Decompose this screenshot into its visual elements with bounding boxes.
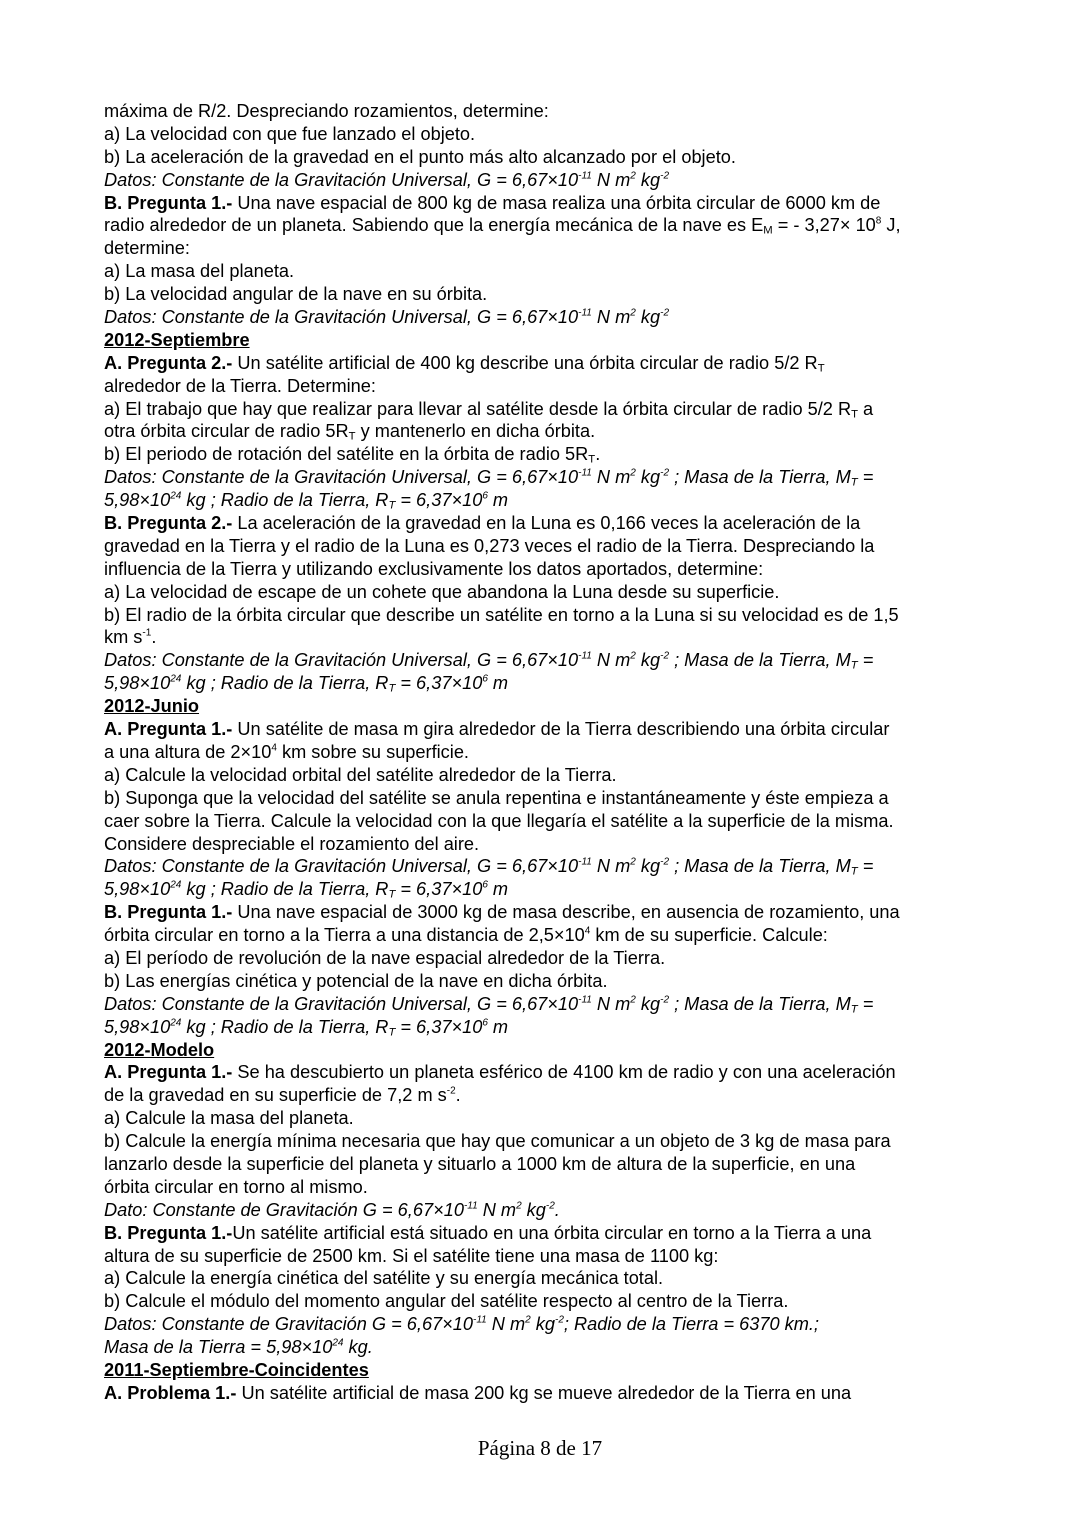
question-label: A. Pregunta 1.-: [104, 1062, 233, 1083]
subscript: T: [588, 453, 596, 466]
text-run: Se ha descubierto un planeta esférico de 4100 km de radio y con una aceleración: [232, 1062, 896, 1083]
text-line: [104, 741, 984, 764]
text-line: [104, 1153, 984, 1176]
text-run: =: [857, 856, 874, 877]
text-run: Datos: Constante de la Gravitación Universal, G = 6,67×10: [104, 307, 579, 328]
superscript: 2: [630, 650, 636, 662]
datos-line: [104, 1336, 984, 1359]
text-line: [104, 1176, 984, 1199]
text-run: Una nave espacial de 3000 kg de masa describe, en ausencia de rozamiento, una: [232, 902, 900, 923]
datos-line: [104, 672, 984, 695]
superscript: -2: [554, 1314, 564, 1326]
text-run: =: [857, 467, 874, 488]
superscript: 2: [630, 467, 636, 479]
text-run: Datos: Constante de Gravitación G = 6,67×10: [104, 1314, 474, 1335]
datos-line: [104, 1199, 984, 1222]
subscript: T: [850, 865, 858, 878]
text-line: [104, 443, 984, 466]
text-run: = 6,37×10: [395, 490, 483, 511]
text-run: kg ; Radio de la Tierra, R: [181, 879, 389, 900]
text-run: m: [487, 879, 509, 900]
text-line: [104, 764, 984, 787]
text-run: Datos: Constante de la Gravitación Universal, G = 6,67×10: [104, 650, 579, 671]
text-line: [104, 833, 984, 856]
datos-line: [104, 489, 984, 512]
text-line: [104, 420, 984, 443]
text-run: alrededor de la Tierra. Determine:: [104, 375, 376, 396]
text-run: kg ; Radio de la Tierra, R: [181, 490, 389, 511]
text-run: a) La masa del planeta.: [104, 261, 295, 282]
question-line: [104, 512, 984, 535]
text-run: kg.: [343, 1337, 373, 1358]
text-run: kg ; Radio de la Tierra, R: [181, 673, 389, 694]
text-line: [104, 214, 984, 237]
question-label: B. Pregunta 1.-: [104, 902, 233, 923]
text-line: [104, 1245, 984, 1268]
text-run: = 6,37×10: [395, 879, 483, 900]
question-label: A. Pregunta 2.-: [104, 352, 233, 373]
text-line: [104, 260, 984, 283]
superscript: 6: [482, 490, 488, 502]
text-run: J,: [881, 215, 901, 236]
text-run: =: [857, 650, 874, 671]
text-run: de la gravedad en su superficie de 7,2 m s: [104, 1085, 447, 1106]
subscript: T: [388, 1025, 396, 1038]
text-line: [104, 604, 984, 627]
superscript: 2: [630, 307, 636, 319]
text-run: a) La velocidad con que fue lanzado el objeto.: [104, 123, 476, 144]
text-run: órbita circular en torno a la Tierra a una distancia de 2,5×10: [104, 925, 585, 946]
text-run: = 6,37×10: [395, 673, 483, 694]
text-line: [104, 237, 984, 260]
section-heading: [104, 1359, 984, 1382]
text-line: [104, 1267, 984, 1290]
question-label: A. Problema 1.-: [104, 1382, 237, 1403]
subscript: T: [817, 362, 825, 375]
text-run: La aceleración de la gravedad en la Luna es 0,166 veces la aceleración de la: [232, 513, 861, 534]
text-run: kg: [635, 993, 661, 1014]
text-line: [104, 626, 984, 649]
text-line: [104, 535, 984, 558]
text-line: [104, 558, 984, 581]
superscript: -11: [578, 856, 592, 868]
text-run: .: [455, 1085, 461, 1106]
text-run: determine:: [104, 238, 190, 259]
text-run: N m: [591, 307, 631, 328]
superscript: -11: [463, 1200, 478, 1212]
text-run: .: [151, 627, 157, 648]
text-run: Un satélite artificial de 400 kg describe una órbita circular de radio 5/2 R: [232, 352, 818, 373]
text-run: Datos: Constante de la Gravitación Universal, G = 6,67×10: [104, 993, 579, 1014]
superscript: 24: [170, 879, 182, 891]
superscript: 4: [271, 742, 277, 754]
datos-line: [104, 169, 984, 192]
question-line: [104, 901, 984, 924]
subscript: T: [388, 682, 396, 695]
text-line: [104, 970, 984, 993]
superscript: -2: [446, 1085, 456, 1097]
text-run: altura de su superficie de 2500 km. Si el satélite tiene una masa de 1100 kg:: [104, 1245, 719, 1266]
question-label: B. Pregunta 1.-: [104, 192, 233, 213]
datos-line: [104, 466, 984, 489]
text-run: a) El trabajo que hay que realizar para llevar al satélite desde la órbita circular de radio 5/2 R: [104, 398, 852, 419]
datos-line: [104, 1016, 984, 1039]
subscript: T: [850, 659, 858, 672]
text-run: a) Calcule la masa del planeta.: [104, 1108, 354, 1129]
subscript: T: [388, 499, 396, 512]
text-run: otra órbita circular de radio 5R: [104, 421, 349, 442]
text-line: [104, 100, 984, 123]
text-run: b) Las energías cinética y potencial de la nave en dicha órbita.: [104, 970, 608, 991]
superscript: -2: [545, 1200, 555, 1212]
question-label: A. Pregunta 1.-: [104, 719, 233, 740]
section-heading: [104, 329, 984, 352]
question-line: [104, 1061, 984, 1084]
text-line: [104, 947, 984, 970]
superscript: -2: [660, 307, 670, 319]
text-line: [104, 810, 984, 833]
text-run: máxima de R/2. Despreciando rozamientos, determine:: [104, 101, 549, 121]
text-run: gravedad en la Tierra y el radio de la Luna es 0,273 veces el radio de la Tierra. Despreciando la: [104, 535, 875, 556]
text-run: kg: [521, 1199, 546, 1220]
text-line: [104, 123, 984, 146]
superscript: 2: [630, 170, 636, 182]
datos-line: [104, 855, 984, 878]
text-line: [104, 146, 984, 169]
subscript: T: [850, 476, 858, 489]
text-run: radio alrededor de un planeta. Sabiendo que la energía mecánica de la nave es E: [104, 215, 764, 236]
text-run: N m: [477, 1199, 517, 1220]
text-run: Masa de la Tierra = 5,98×10: [104, 1337, 333, 1358]
document-body: [104, 100, 984, 1405]
text-line: [104, 787, 984, 810]
text-run: 5,98×10: [104, 879, 171, 900]
superscript: 24: [170, 673, 182, 685]
datos-line: [104, 306, 984, 329]
text-run: kg: [530, 1314, 555, 1335]
page-number: Página 8 de 17: [477, 1436, 603, 1460]
text-run: a) Calcule la energía cinética del satélite y su energía mecánica total.: [104, 1268, 664, 1289]
text-run: kg: [635, 169, 661, 190]
text-run: Un satélite artificial de masa 200 kg se mueve alrededor de la Tierra en una: [236, 1382, 852, 1403]
text-run: kg: [635, 307, 661, 328]
superscript: 2: [630, 994, 636, 1006]
superscript: -2: [660, 467, 670, 479]
text-run: b) El periodo de rotación del satélite en la órbita de radio 5R: [104, 444, 589, 465]
text-run: N m: [591, 993, 631, 1014]
text-run: 5,98×10: [104, 490, 171, 511]
superscript: -2: [660, 170, 670, 182]
text-run: m: [487, 673, 509, 694]
superscript: 6: [482, 1017, 488, 1029]
text-run: .: [554, 1199, 560, 1220]
text-line: [104, 1107, 984, 1130]
text-run: a una altura de 2×10: [104, 741, 272, 762]
question-label: B. Pregunta 1.-: [104, 1222, 233, 1243]
text-run: a) El período de revolución de la nave espacial alrededor de la Tierra.: [104, 947, 666, 968]
section-heading: [104, 695, 984, 718]
subscript: M: [763, 224, 773, 237]
datos-line: [104, 1313, 984, 1336]
text-run: kg: [635, 467, 661, 488]
text-line: [104, 398, 984, 421]
superscript: 2: [630, 856, 636, 868]
superscript: -11: [578, 467, 592, 479]
question-line: [104, 192, 984, 215]
text-run: N m: [486, 1314, 526, 1335]
text-run: N m: [591, 650, 631, 671]
text-run: m: [487, 490, 509, 511]
text-run: a) La velocidad de escape de un cohete que abandona la Luna desde su superficie.: [104, 581, 780, 602]
text-run: N m: [591, 856, 631, 877]
text-run: 2012-Junio: [104, 696, 200, 717]
subscript: T: [388, 888, 396, 901]
text-run: caer sobre la Tierra. Calcule la velocidad con la que llegaría el satélite a la superficie de la misma.: [104, 810, 894, 831]
text-line: [104, 283, 984, 306]
text-run: 5,98×10: [104, 1016, 171, 1037]
subscript: T: [348, 430, 356, 443]
superscript: -2: [660, 856, 670, 868]
text-run: lanzarlo desde la superficie del planeta y situarlo a 1000 km de altura de la superficie, en una: [104, 1153, 856, 1174]
text-run: km de su superficie. Calcule:: [590, 925, 828, 946]
text-run: kg: [635, 856, 661, 877]
text-run: Considere despreciable el rozamiento del aire.: [104, 833, 480, 854]
superscript: -11: [578, 170, 592, 182]
text-run: b) Suponga que la velocidad del satélite se anula repentina e instantáneamente y éste empieza a: [104, 787, 889, 808]
text-run: ; Masa de la Tierra, M: [669, 650, 851, 671]
text-run: Datos: Constante de la Gravitación Universal, G = 6,67×10: [104, 856, 579, 877]
text-run: =: [857, 993, 874, 1014]
superscript: 2: [525, 1314, 531, 1326]
text-run: Un satélite de masa m gira alrededor de la Tierra describiendo una órbita circular: [232, 719, 890, 740]
text-run: a) Calcule la velocidad orbital del satélite alrededor de la Tierra.: [104, 764, 617, 785]
text-line: [104, 581, 984, 604]
datos-line: [104, 993, 984, 1016]
text-run: kg ; Radio de la Tierra, R: [181, 1016, 389, 1037]
question-label: B. Pregunta 2.-: [104, 513, 233, 534]
text-run: ; Masa de la Tierra, M: [669, 856, 851, 877]
text-line: [104, 1290, 984, 1313]
superscript: -11: [473, 1314, 487, 1326]
section-heading: [104, 1039, 984, 1062]
text-run: Datos: Constante de la Gravitación Universal, G = 6,67×10: [104, 169, 579, 190]
text-run: y mantenerlo en dicha órbita.: [355, 421, 596, 442]
text-run: 5,98×10: [104, 673, 171, 694]
text-run: = 6,37×10: [395, 1016, 483, 1037]
text-run: b) La velocidad angular de la nave en su órbita.: [104, 284, 488, 305]
superscript: 24: [332, 1337, 344, 1349]
datos-line: [104, 649, 984, 672]
text-run: Datos: Constante de la Gravitación Universal, G = 6,67×10: [104, 467, 579, 488]
text-run: N m: [591, 169, 631, 190]
superscript: -2: [660, 994, 670, 1006]
text-run: Una nave espacial de 800 kg de masa realiza una órbita circular de 6000 km de: [232, 192, 881, 213]
superscript: -2: [660, 650, 670, 662]
question-line: [104, 1382, 984, 1405]
text-run: km s: [104, 627, 143, 648]
text-run: b) El radio de la órbita circular que describe un satélite en torno a la Luna si su velocidad es de 1,5: [104, 604, 899, 625]
text-run: ; Radio de la Tierra = 6370 km.;: [563, 1314, 819, 1335]
text-run: .: [595, 444, 601, 465]
text-run: N m: [591, 467, 631, 488]
superscript: 2: [516, 1200, 522, 1212]
subscript: T: [850, 1002, 858, 1015]
superscript: 24: [170, 1017, 182, 1029]
question-line: [104, 718, 984, 741]
text-run: kg: [635, 650, 661, 671]
text-run: m: [487, 1016, 509, 1037]
superscript: 6: [482, 673, 488, 685]
text-line: [104, 924, 984, 947]
text-run: b) La aceleración de la gravedad en el punto más alto alcanzado por el objeto.: [104, 146, 736, 167]
question-line: [104, 1222, 984, 1245]
text-run: b) Calcule el módulo del momento angular del satélite respecto al centro de la Tierra.: [104, 1291, 789, 1312]
text-run: a: [858, 398, 874, 419]
text-run: ; Masa de la Tierra, M: [669, 993, 851, 1014]
text-run: 2011-Septiembre-Coincidentes: [104, 1359, 369, 1380]
superscript: -11: [578, 994, 592, 1006]
subscript: T: [851, 407, 858, 420]
superscript: 6: [482, 879, 488, 891]
text-run: órbita circular en torno al mismo.: [104, 1176, 368, 1197]
datos-line: [104, 878, 984, 901]
text-run: km sobre su superficie.: [276, 741, 469, 762]
superscript: -1: [142, 627, 152, 639]
text-run: ; Masa de la Tierra, M: [669, 467, 851, 488]
text-run: = - 3,27× 10: [772, 215, 876, 236]
superscript: 4: [584, 925, 591, 937]
text-line: [104, 1084, 984, 1107]
text-run: 2012-Septiembre: [104, 329, 250, 350]
text-run: b) Calcule la energía mínima necesaria que hay que comunicar a un objeto de 3 kg de masa para: [104, 1131, 891, 1152]
superscript: 24: [170, 490, 182, 502]
text-run: influencia de la Tierra y utilizando exclusivamente los datos aportados, determine:: [104, 558, 764, 579]
superscript: -11: [578, 307, 592, 319]
question-line: [104, 352, 984, 375]
superscript: -11: [578, 650, 592, 662]
text-run: Un satélite artificial está situado en una órbita circular en torno a la Tierra a una: [232, 1222, 872, 1243]
text-run: 2012-Modelo: [104, 1039, 215, 1060]
text-line: [104, 375, 984, 398]
text-line: [104, 1130, 984, 1153]
text-run: Dato: Constante de Gravitación G = 6,67×10: [104, 1199, 464, 1220]
superscript: 8: [875, 215, 882, 227]
